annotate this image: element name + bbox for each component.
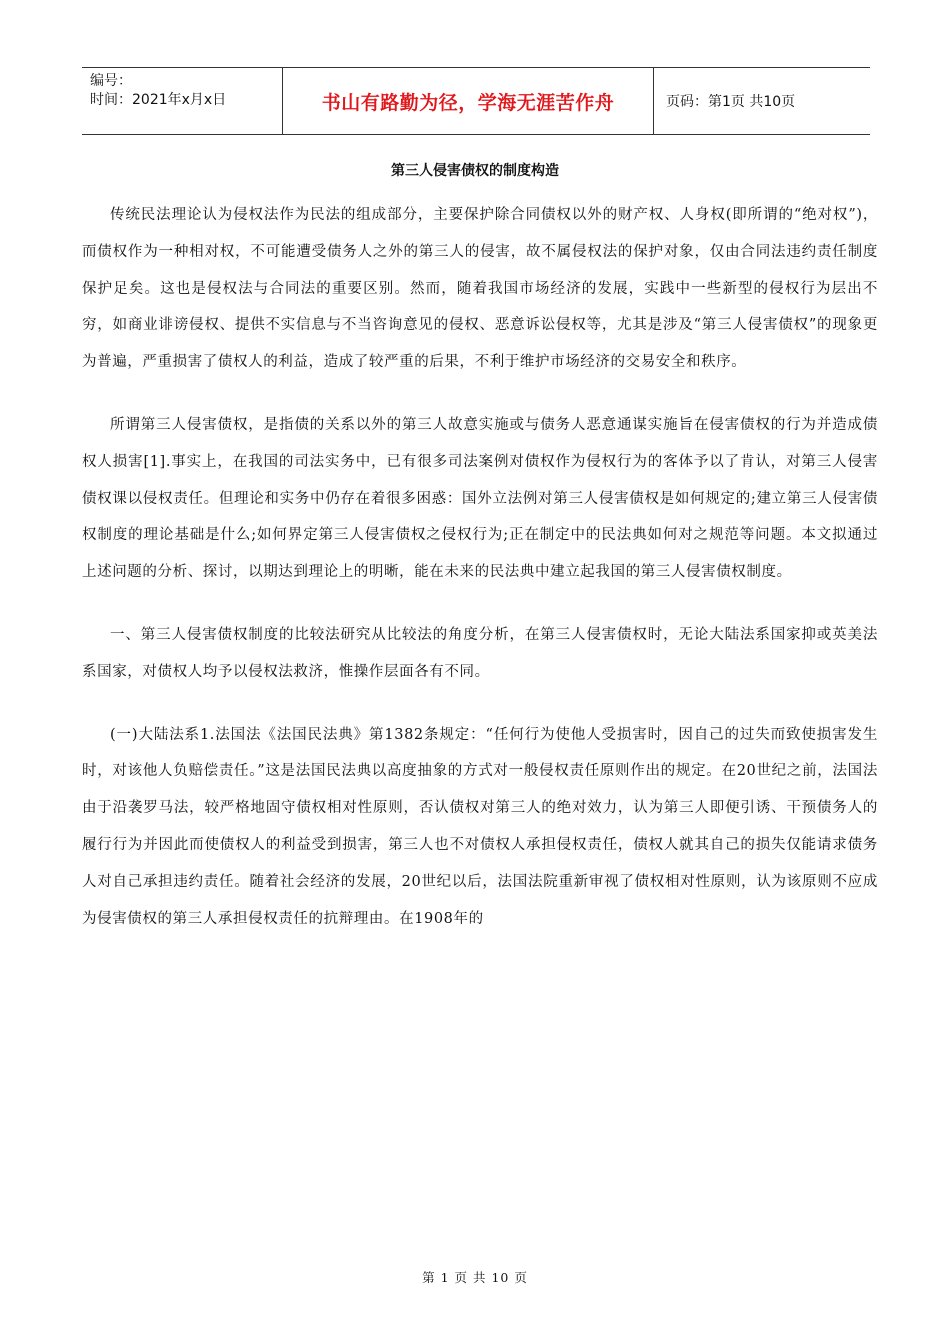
paragraph: 传统民法理论认为侵权法作为民法的组成部分，主要保护除合同债权以外的财产权、人身权(即所谓的“绝对权”)，而债权作为一种相对权，不可能遭受债务人之外的第三人的侵害，故不属侵权法的保护对象，仅由合同法违约责任制度保护足矣。这也是侵权法与合同法的重要区别。然而，随着我国市场经济的发展，实践中一些新型的侵权行为层出不穷，如商业诽谤侵权、提供不实信息与不当咨询意见的侵权、恶意诉讼侵权等，尤其是涉及“第三人侵害债权”的现象更为普遍，严重损害了债权人的利益，造成了较严重的后果，不利于维护市场经济的交易安全和秩序。 [82, 207, 878, 371]
paragraph: 所谓第三人侵害债权，是指债的关系以外的第三人故意实施或与债务人恶意通谋实施旨在侵害债权的行为并造成债权人损害[1].事实上，在我国的司法实务中，已有很多司法案例对债权作为侵权行为的客体予以了肯认，对第三人侵害债权课以侵权责任。但理论和实务中仍存在着很多困惑：国外立法例对第三人侵害债权是如何规定的;建立第三人侵害债权制度的理论基础是什么;如何界定第三人侵害债权之侵权行为;正在制定中的民法典如何对之规范等问题。本文拟通过上述问题的分析、探讨，以期达到理论上的明晰，能在未来的民法典中建立起我国的第三人侵害债权制度。 [82, 416, 878, 581]
page-footer: 第 1 页 共 10 页 [422, 1270, 528, 1285]
document-header [82, 67, 870, 135]
paragraph: 一、第三人侵害债权制度的比较法研究从比较法的角度分析，在第三人侵害债权时，无论大陆法系国家抑或英美法系国家，对债权人均予以侵权法救济，惟操作层面各有不同。 [82, 626, 878, 680]
document-title: 第三人侵害债权的制度构造 [391, 163, 559, 179]
document-body [82, 197, 878, 963]
paragraph: (一)大陆法系1.法国法《法国民法典》第1382条规定：“任何行为使他人受损害时，因自己的过失而致使损害发生时，对该他人负赔偿责任。”这是法国民法典以高度抽象的方式对一般侵权责任原则作出的规定。在20世纪之前，法国法由于沿袭罗马法，较严格地固守债权相对性原则，否认债权对第三人的绝对效力，认为第三人即便引诱、干预债务人的履行行为并因此而使债权人的利益受到损害，第三人也不对债权人承担侵权责任，债权人就其自己的损失仅能请求债务人对自己承担违约责任。随着社会经济的发展，20世纪以后，法国法院重新审视了债权相对性原则，认为该原则不应成为侵害债权的第三人承担侵权责任的抗辩理由。在1908年的 [82, 726, 878, 927]
header-page-info: 页码：第1页 共10页 [666, 94, 796, 110]
header-motto: 书山有路勤为径，学海无涯苦作舟 [283, 68, 654, 134]
number-label: 编号： [90, 73, 132, 89]
header-meta [82, 68, 283, 134]
date-label: 时间：2021年x月x日 [90, 92, 227, 108]
